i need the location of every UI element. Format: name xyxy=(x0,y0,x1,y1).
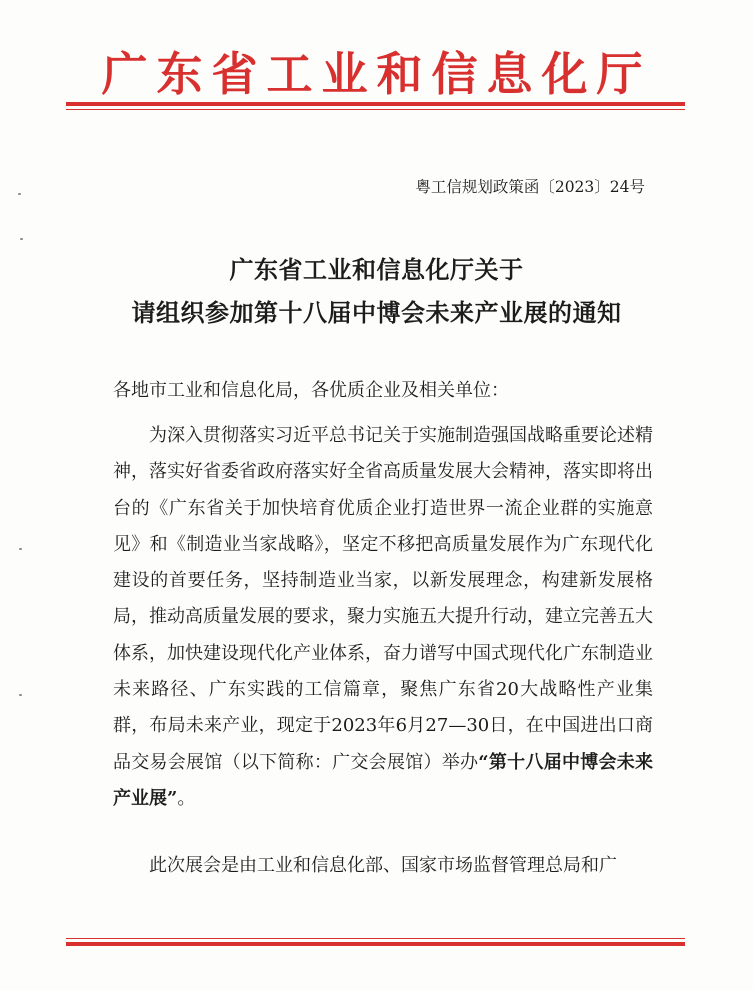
scan-mark xyxy=(19,694,22,696)
footer-rule-thick xyxy=(66,942,685,946)
footer-rule-thin xyxy=(66,938,685,939)
paragraph-1-end: 。 xyxy=(177,787,196,809)
document-number: 粤工信规划政策函〔2023〕24号 xyxy=(415,178,645,196)
scan-mark xyxy=(20,238,23,240)
body-paragraph-1 xyxy=(113,418,653,854)
scan-mark xyxy=(19,548,22,550)
document-title-line-2: 请组织参加第十八届中博会未来产业展的通知 xyxy=(131,298,622,327)
paragraph-1-text: 为深入贯彻落实习近平总书记关于实施制造强国战略重要论述精神，落实好省委省政府落实好全省高质量发展大会精神，落实即将出台的《广东省关于加快培育优质企业打造世界一流企业群的实施意见》和《制造业当家战略》，坚定不移把高质量发展作为广东现代化建设的首要任务，坚持制造业当家，以新发展理念，构建新发展格局，推动高质量发展的要求，聚力实施五大提升行动，建立完善五大体系，加快建设现代化产业体系，奋力谱写中国式现代化广东制造业未来路径、广东实践的工信篇章，聚焦广东省20大战略性产业集群，布局未来产业，现定于2023年6月27—30日，在中国进出口商品交易会展馆（以下简称：广交会展馆）举办 xyxy=(113,425,653,773)
letterhead-rule-thin xyxy=(66,109,685,110)
body-paragraph-2: 此次展会是由工业和信息化部、国家市场监督管理总局和广 xyxy=(149,855,617,876)
scan-mark xyxy=(18,193,21,195)
letterhead-title: 广东省工业和信息化厅 xyxy=(101,47,652,101)
salutation: 各地市工业和信息化局，各优质企业及相关单位： xyxy=(113,380,509,401)
document-title-line-1: 广东省工业和信息化厅关于 xyxy=(229,255,524,284)
letterhead-rule-thick xyxy=(66,102,685,106)
expo-name: “第十八届中博会未来产业展” xyxy=(113,751,653,809)
